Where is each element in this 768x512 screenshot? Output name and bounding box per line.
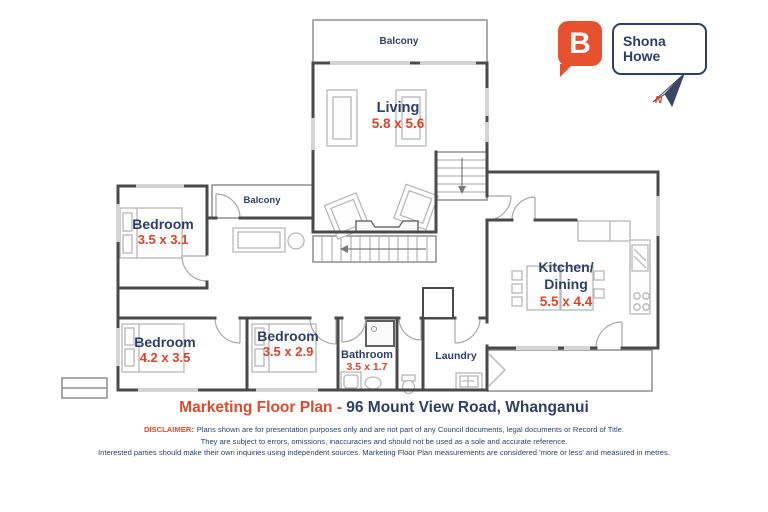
balcony-side-label: Balcony [243,195,281,206]
coffee-table [288,233,304,249]
disclaimer-line3: Interested parties should make their own inquiries using independent sources. Marketing Floor Plan measurements are considered 'more or less' and measured in metres. [98,448,670,457]
bathtub [341,372,361,391]
brand-name-line2: Howe [623,48,661,64]
disclaimer [0,424,768,459]
room-label-bedroom3: Bedroom 3.5 x 2.9 [257,328,319,359]
room-label-kitchen-dining: Kitchen/ Dining 5.5 x 4.4 [538,259,594,309]
brand-name-box [612,23,707,75]
brand-logo-icon [558,21,602,66]
disclaimer-line1: DISCLAIMER: Plans shown are for presentation purposes only and are not part of any Council documents, legal documents or Record of Title. [144,425,624,434]
room-label-laundry: Laundry [435,350,477,362]
plan-title-highlight: Marketing Floor Plan - [179,399,347,416]
north-label: N [655,95,663,106]
room-label-living: Living 5.8 x 5.6 [371,100,425,131]
brand-name-line1: Shona [623,33,666,49]
kitchen-sink [632,245,648,271]
armchair [327,90,357,146]
sofa [233,228,285,252]
room-label-bathroom: Bathroom 3.5 x 1.7 [341,349,393,373]
balcony-top-label: Balcony [379,36,419,47]
stairs-lower [313,236,436,262]
deck-outline [487,350,652,391]
shower [366,321,394,346]
brand-letter: B [569,26,591,60]
hot-water-cupboard [423,288,453,318]
plan-title-address: 96 Mount View Road, Whanganui [346,399,589,416]
disclaimer-line2: They are subject to errors, omissions, inaccuracies and should not be used as a sole and accurate reference. [200,436,568,446]
room-label-bedroom2: Bedroom 4.2 x 3.5 [134,334,196,365]
fireplace [356,221,418,232]
plan-title [0,399,768,417]
disclaimer-label: DISCLAIMER: [144,425,194,434]
room-label-bedroom1: Bedroom 3.5 x 3.1 [132,216,194,247]
laundry-tub [456,373,482,390]
stairs-upper [436,152,487,200]
basin [365,377,381,389]
